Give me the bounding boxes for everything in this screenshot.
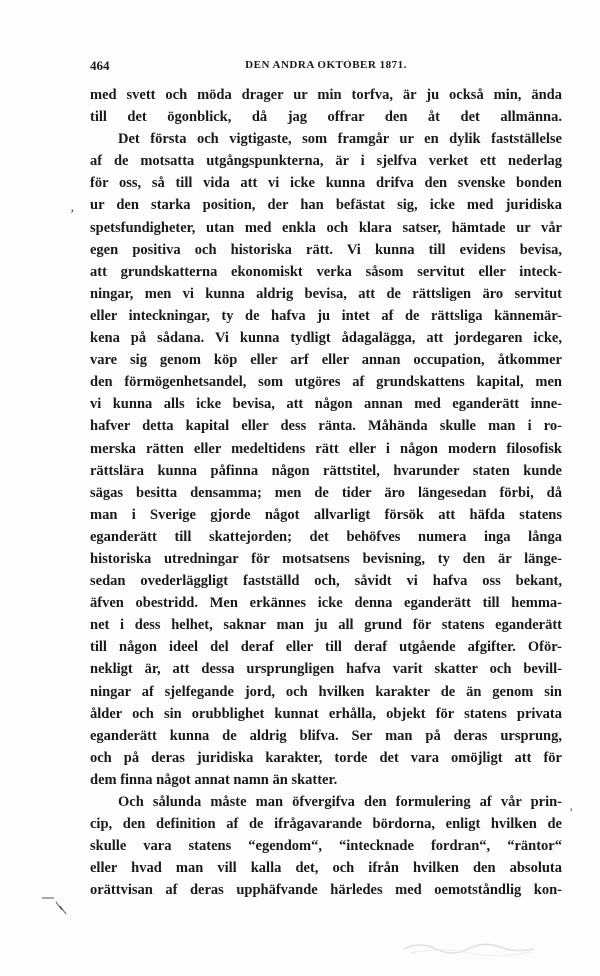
text-line: äfven obestridd. Men erkännes icke denna eganderätt till hemma- [90,595,562,612]
body-text [90,84,562,901]
text-line: nekligt är, att dessa ursprungligen hafva varit skatter och bevill- [90,661,562,678]
text-line: eller hvad man vill kalla det, och ifrån hvilken den absoluta [90,860,562,877]
text-line: eller inteckningar, ty de hafva ju intet af de rättsliga kännemär- [90,307,562,324]
running-title: DEN ANDRA OKTOBER 1871. [245,59,407,71]
text-line: ålder och sin orubblighet kunnat erhålla, objekt för statens privata [90,705,562,722]
text-line: till någon ideel del deraf eller till deraf utgående afgifter. Oför- [90,639,562,656]
text-line: eganderätt kunna de aldrig blifva. Ser man på deras ursprung, [90,727,562,744]
text-line: ningar, men vi kunna aldrig bevisa, att de rättsligen äro servitut [90,285,562,302]
text-line: cip, den definition af de ifrågavarande bördorna, enligt hvilken de [90,816,562,833]
page-number: 464 [90,58,110,73]
running-head [90,58,562,78]
text-line: vi kunna alls icke bevisa, att någon annan med eganderätt inne- [90,396,562,413]
text-line: kena på sådana. Vi kunna tydligt ådagalägga, att jordegaren icke, [90,330,562,347]
text-line: dem finna något annat namn än skatter. [90,771,338,788]
text-line: Och sålunda måste man öfvergifva den formulering af vår prin- [118,794,562,810]
text-line: orättvisan af deras upphäfvande härledes med oemotståndlig kon- [90,882,562,899]
text-line: ur den starka position, der han befästat sig, icke med juridiska [90,197,562,214]
text-line: sägas besitta densamma; men de tider äro längesedan förbi, då [90,484,562,501]
margin-scribble-icon [40,888,68,916]
text-line: skulle vara statens “egendom“, “intecknade fordran“, “räntor“ [90,838,562,855]
text-line: eganderätt till skattejorden; det behöfves numera inga långa [90,528,562,545]
text-line: sedan ovederläggligt fastställd och, såvidt vi hafva oss bekant, [90,573,562,590]
text-line: man i Sverige gjorde något allvarligt försök att häfda statens [90,506,562,523]
text-line: hafver detta kapital eller dess ränta. Måhända skulle man i ro- [90,418,562,435]
text-line: vare sig genom köp eller arf eller annan occupation, åtkommer [90,352,562,369]
text-line: den förmögenhetsandel, som utgöres af grundskattens kapital, men [90,374,562,391]
text-line: till det ögonblick, då jag offrar den åt det allmänna. [90,109,562,126]
text-line: rättslära kunna påfinna någon rättstitel, hvarunder staten kunde [90,462,562,479]
text-line: historiska utredningar för motsatsens bevisning, ty den är länge- [90,550,562,567]
text-line: net i dess helhet, saknar man ju all grund för statens eganderätt [90,617,562,634]
text-line: ningar af sjelfegande jord, och hvilken karakter de än genom sin [90,683,562,700]
text-line: med svett och möda drager ur min torfva, är ju också min, ända [90,87,562,103]
text-line: merska rätten eller medeltidens rätt eller i någon modern filosofisk [90,440,562,457]
digitization-watermark-icon [400,935,540,957]
text-line: och på deras juridiska karakter, torde det vara omöjligt att för [90,749,562,766]
text-line: af de motsatta utgångspunkterna, är i sjelfva verket ett nederlag [90,153,562,170]
margin-mark-right: ' [570,805,573,820]
text-line: egen positiva och historiska rätt. Vi kunna till evidens bevisa, [90,241,562,258]
text-line: att grundskatterna ekonomiskt verka såsom servitut eller inteck- [90,263,562,280]
text-line: spetsfundigheter, utan med enkla och klara satser, hämtade ur vår [90,219,562,236]
text-line: Det första och vigtigaste, som framgår ur en dylik fastställelse [118,131,562,148]
text-line: för oss, så till vida att vi icke kunna drifva den svenske bonden [90,175,562,192]
margin-mark-left: ʼ [70,206,75,221]
